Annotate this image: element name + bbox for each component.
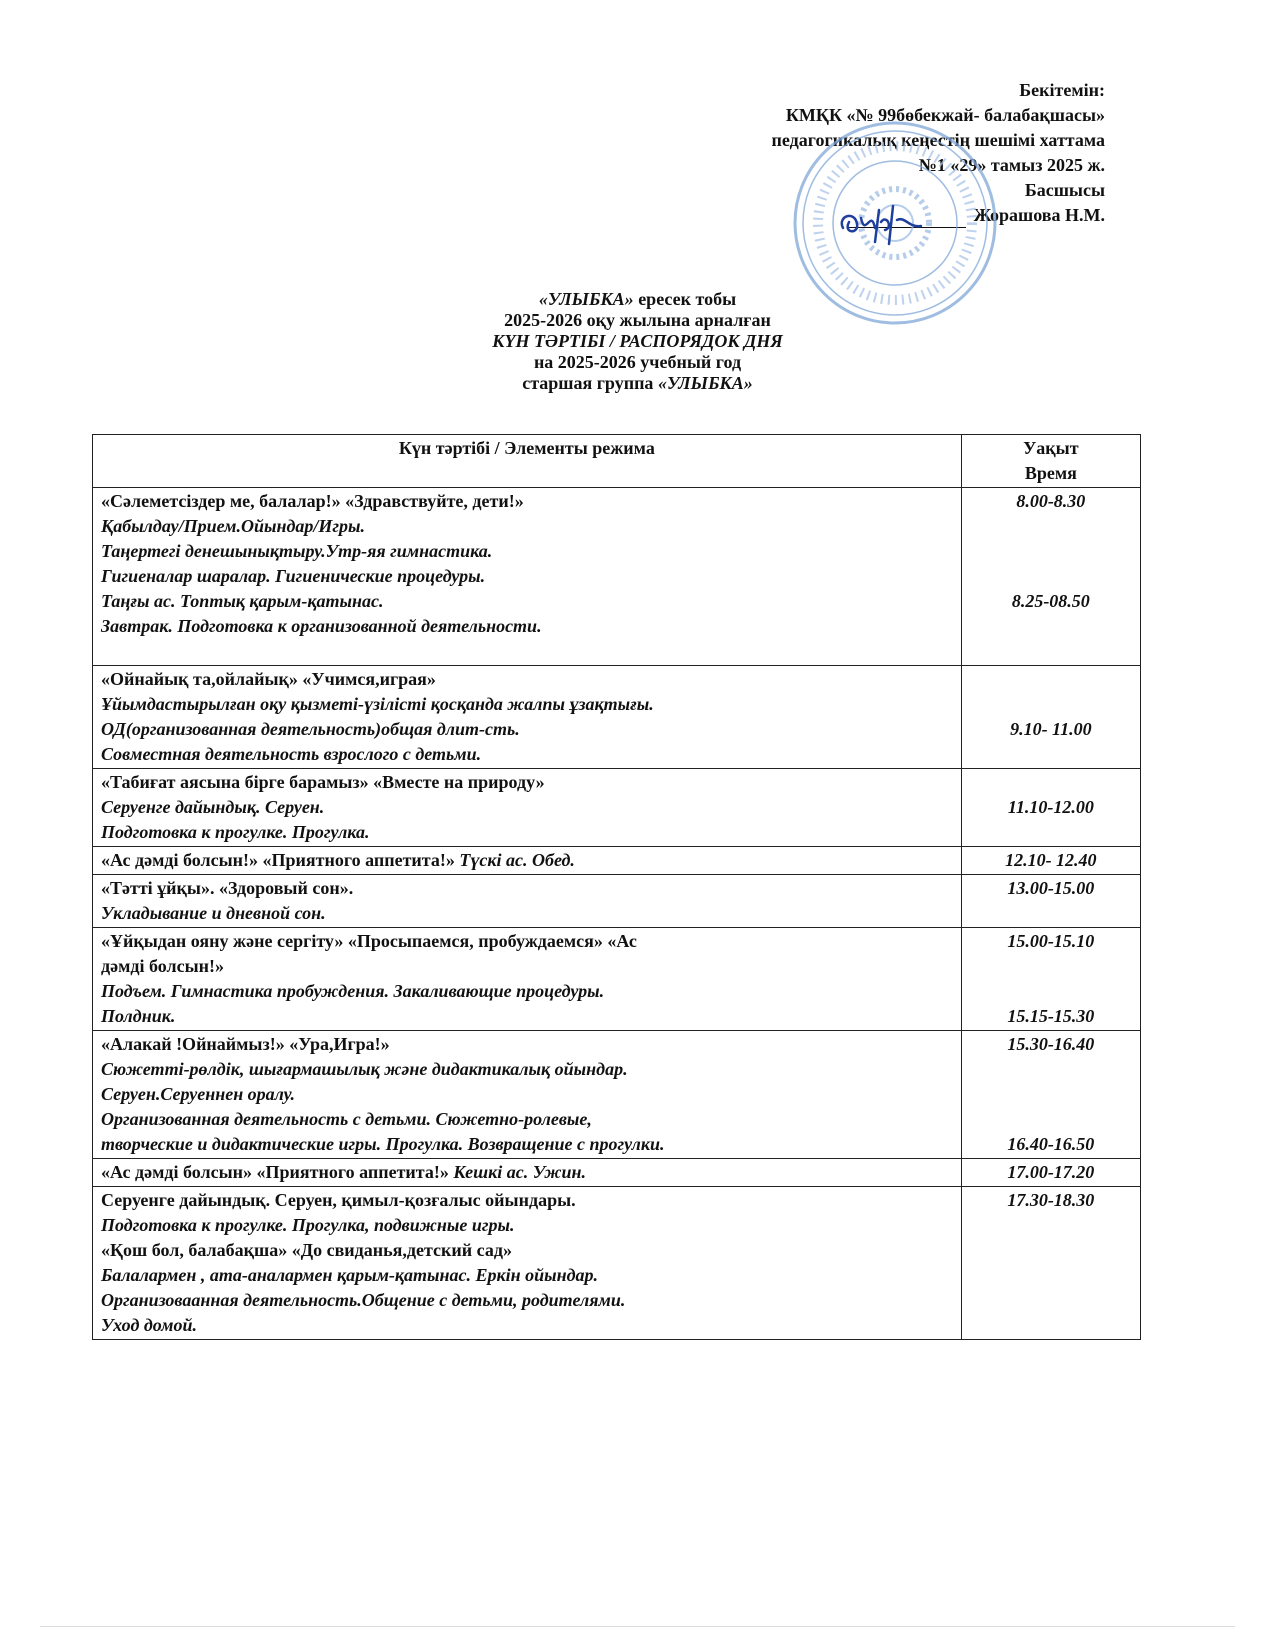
time-cell	[961, 1187, 1140, 1340]
time-cell	[961, 666, 1140, 769]
activity-description: Организоваанная деятельность.Общение с детьми, родителями.	[101, 1290, 626, 1310]
time-spacer	[970, 564, 1132, 589]
activity-slogan: «Ойнайық та,ойлайық» «Учимся,играя»	[101, 669, 436, 689]
time-spacer	[970, 1057, 1132, 1082]
time-spacer	[970, 954, 1132, 979]
page-bottom-rule	[40, 1626, 1235, 1627]
header-time-kz: Уақыт	[1023, 438, 1079, 458]
activity-description: Гигиеналар шаралар. Гигиенические процедуры.	[101, 566, 486, 586]
table-header-row	[93, 435, 1141, 488]
time-range: 16.40-16.50	[1007, 1134, 1095, 1154]
time-range: 9.10- 11.00	[1010, 719, 1092, 739]
time-range: 17.30-18.30	[1007, 1190, 1095, 1210]
activity-description: Уход домой.	[101, 1315, 197, 1335]
title-line-4: на 2025-2026 учебный год	[533, 352, 742, 372]
table-body	[93, 488, 1141, 1340]
time-range: 8.00-8.30	[1016, 491, 1086, 511]
time-cell	[961, 1031, 1140, 1159]
activity-slogan: «Сәлеметсіздер ме, балалар!» «Здравствуйте, дети!»	[101, 491, 524, 511]
activity-cell	[93, 1159, 962, 1187]
approval-council: педагогикалық кеңестің шешімі хаттама	[771, 130, 1105, 150]
activity-description: Балалармен , ата-аналармен қарым-қатынас. Еркін ойындар.	[101, 1265, 599, 1285]
time-cell	[961, 928, 1140, 1031]
document-title	[0, 289, 1275, 394]
activity-cell	[93, 769, 962, 847]
activity-cell	[93, 847, 962, 875]
title-line-2: 2025-2026 оқу жылына арналған	[504, 310, 771, 330]
table-row	[93, 1187, 1141, 1340]
approval-heading: Бекітемін:	[1019, 80, 1105, 100]
activity-cell	[93, 875, 962, 928]
activity-cell	[93, 1187, 962, 1340]
activity-cell	[93, 1031, 962, 1159]
title-group-name: «УЛЫБКА»	[538, 289, 634, 309]
activity-description: Завтрак. Подготовка к организованной деятельности.	[101, 616, 542, 636]
time-range: 8.25-08.50	[1011, 591, 1090, 611]
row-spacer	[101, 639, 953, 664]
activity-slogan: «Ұйқыдан ояну және сергіту» «Просыпаемся, пробуждаемся» «Ас	[101, 931, 637, 951]
time-spacer	[970, 514, 1132, 539]
activity-description: Түскі ас. Обед.	[454, 850, 575, 870]
time-spacer	[970, 1082, 1132, 1107]
time-spacer	[970, 770, 1132, 795]
approval-signer: Жорашова Н.М.	[973, 205, 1105, 225]
table-row	[93, 847, 1141, 875]
time-cell	[961, 769, 1140, 847]
time-range: 11.10-12.00	[1007, 797, 1094, 817]
title-line-5	[0, 373, 1275, 394]
header-time-ru: Время	[1024, 463, 1077, 483]
activity-description: Сюжетті-рөлдік, шығармашылық және дидактикалық ойындар.	[101, 1059, 628, 1079]
activity-description: Қабылдау/Прием.Ойындар/Игры.	[101, 516, 366, 536]
activity-slogan: Серуенге дайындық. Серуен, қимыл-қозғалыс ойындары.	[101, 1190, 576, 1210]
activity-cell	[93, 928, 962, 1031]
activity-description: Подъем. Гимнастика пробуждения. Закаливающие процедуры.	[101, 981, 605, 1001]
time-range: 13.00-15.00	[1007, 878, 1095, 898]
activity-slogan: «Ас дәмді болсын!» «Приятного аппетита!»	[101, 850, 455, 870]
activity-slogan: дәмді болсын!»	[101, 956, 224, 976]
activity-slogan: «Табиғат аясына бірге барамыз» «Вместе на природу»	[101, 772, 545, 792]
activity-description: Подготовка к прогулке. Прогулка, подвижные игры.	[101, 1215, 515, 1235]
activity-cell	[93, 488, 962, 666]
approval-organization: КМҚК «№ 99бөбекжай- балабақшасы»	[785, 105, 1105, 125]
table-row	[93, 928, 1141, 1031]
time-range: 15.15-15.30	[1007, 1006, 1095, 1026]
time-cell	[961, 1159, 1140, 1187]
table-row	[93, 488, 1141, 666]
time-cell	[961, 875, 1140, 928]
title-schedule: КҮН ТӘРТІБІ / РАСПОРЯДОК ДНЯ	[492, 331, 783, 351]
activity-description: Ұйымдастырылған оқу қызметі-үзілісті қосқанда жалпы ұзақтығы.	[101, 694, 654, 714]
time-spacer	[970, 692, 1132, 717]
activity-description: Совместная деятельность взрослого с детьми.	[101, 744, 482, 764]
activity-description: Серуенге дайындық. Серуен.	[101, 797, 325, 817]
time-range: 15.30-16.40	[1007, 1034, 1095, 1054]
header-time	[961, 435, 1140, 488]
activity-description: Таңертегі денешынықтыру.Утр-яя гимнастика.	[101, 541, 493, 561]
table-row	[93, 1159, 1141, 1187]
header-activity: Күн тәртібі / Элементы режима	[93, 435, 962, 488]
time-cell	[961, 847, 1140, 875]
title-group-age: ересек тобы	[633, 289, 737, 309]
title-group-label: старшая группа	[522, 373, 658, 393]
activity-line	[101, 1160, 953, 1185]
approval-position: Басшысы	[1024, 180, 1105, 200]
activity-slogan: «Алакай !Ойнаймыз!» «Ура,Игра!»	[101, 1034, 390, 1054]
table-row	[93, 666, 1141, 769]
time-range: 17.00-17.20	[1007, 1162, 1095, 1182]
table-row	[93, 769, 1141, 847]
activity-slogan: «Тәтті ұйқы». «Здоровый сон».	[101, 878, 354, 898]
table-row	[93, 1031, 1141, 1159]
activity-description: Укладывание и дневной сон.	[101, 903, 326, 923]
signature-icon	[835, 198, 925, 248]
time-spacer	[970, 1107, 1132, 1132]
activity-description: творческие и дидактические игры. Прогулка. Возвращение с прогулки.	[101, 1134, 665, 1154]
time-range: 12.10- 12.40	[1005, 850, 1097, 870]
title-group-name-ru: «УЛЫБКА»	[657, 373, 753, 393]
table-row	[93, 875, 1141, 928]
time-range: 15.00-15.10	[1007, 931, 1095, 951]
time-spacer	[970, 979, 1132, 1004]
activity-description: Полдник.	[101, 1006, 176, 1026]
title-line-1	[0, 289, 1275, 310]
activity-description: ОД(организованная деятельность)общая длит-сть.	[101, 719, 520, 739]
activity-description: Организованная деятельность с детьми. Сюжетно-ролевые,	[101, 1109, 592, 1129]
activity-slogan: «Ас дәмді болсын» «Приятного аппетита!»	[101, 1162, 449, 1182]
activity-description: Подготовка к прогулке. Прогулка.	[101, 822, 370, 842]
approval-protocol: №1 «29» тамыз 2025 ж.	[918, 155, 1105, 175]
activity-description: Таңғы ас. Топтық қарым-қатынас.	[101, 591, 384, 611]
activity-description: Серуен.Серуеннен оралу.	[101, 1084, 296, 1104]
activity-description: Кешкі ас. Ужин.	[448, 1162, 587, 1182]
time-spacer	[970, 667, 1132, 692]
time-cell	[961, 488, 1140, 666]
activity-cell	[93, 666, 962, 769]
schedule-table	[92, 434, 1141, 1340]
activity-slogan: «Қош бол, балабақша» «До свиданья,детский сад»	[101, 1240, 512, 1260]
time-spacer	[970, 539, 1132, 564]
activity-line	[101, 848, 953, 873]
title-line-3	[0, 331, 1275, 352]
